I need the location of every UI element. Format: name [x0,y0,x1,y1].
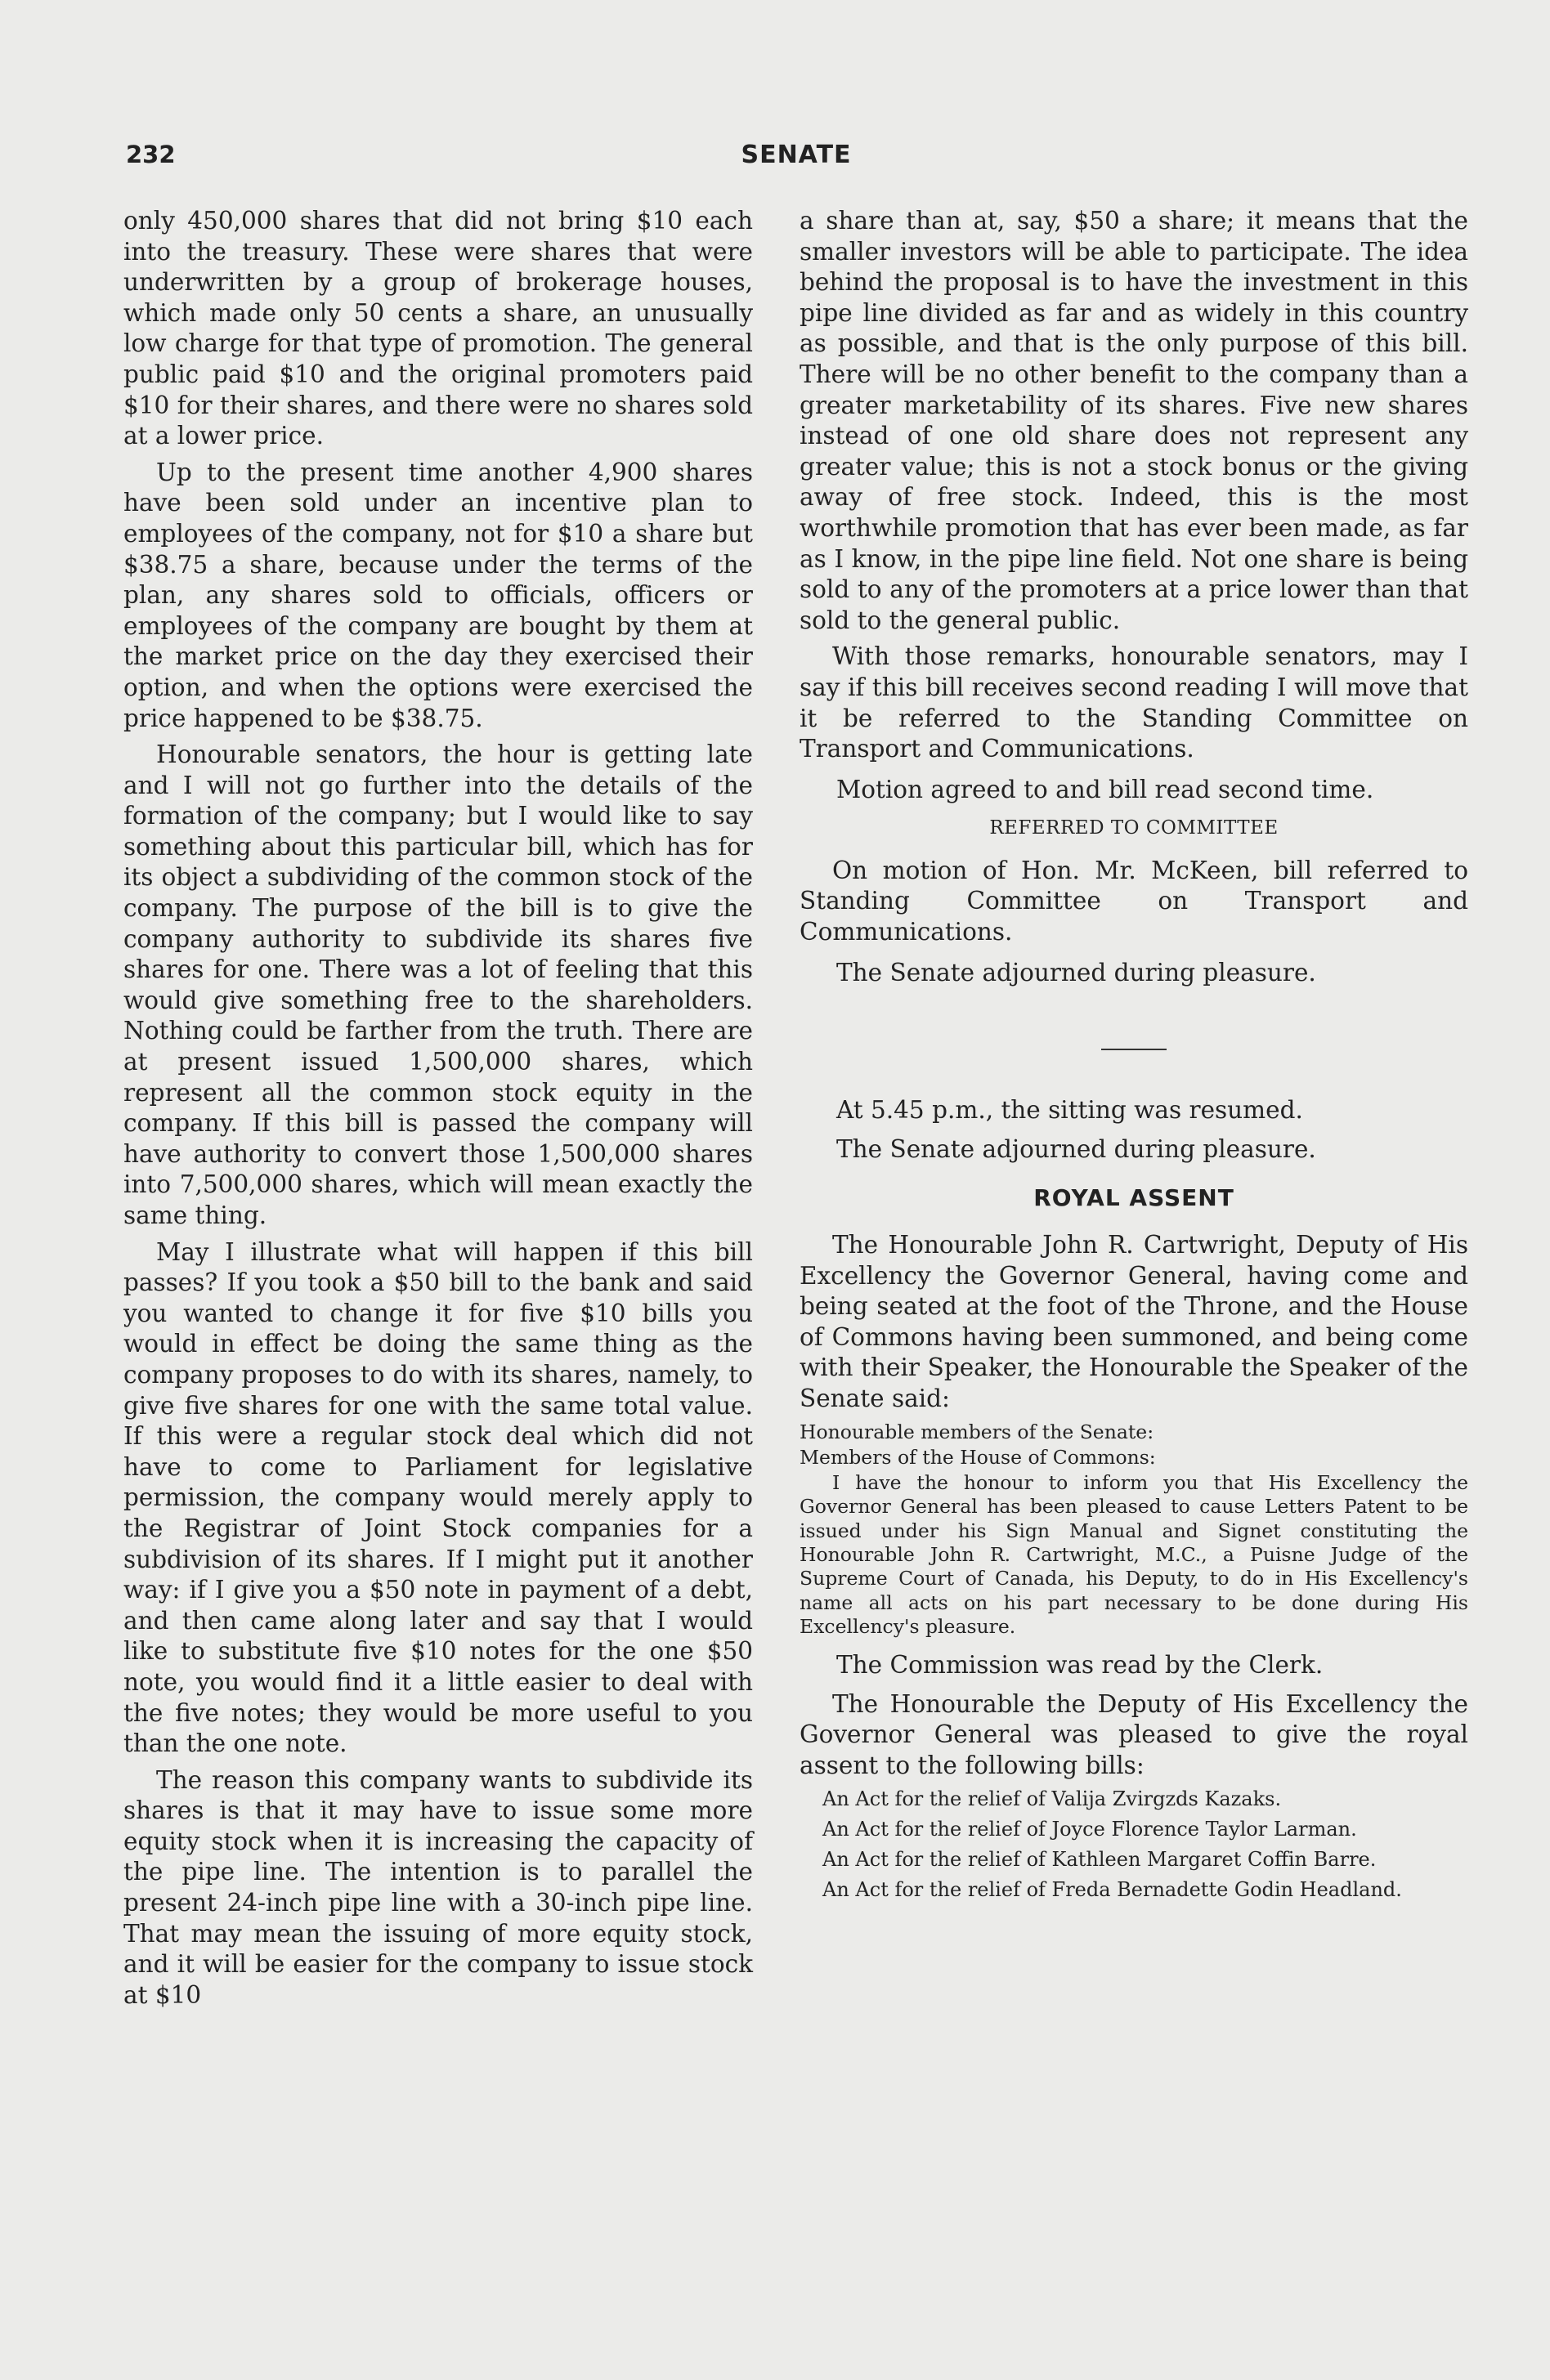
paragraph: May I illustrate what will happen if this bill passes? If you took a $50 bill to the bank and said you wanted to change it for five $10 bills you would in effect be doing the same thing as the company proposes to do with its shares, namely, to give five shares for one with the same total value. If this were a regular stock deal which did not have to come to Parliament for legislative permission, the company would merely apply to the Registrar of Joint Stock companies for a subdivision of its shares. If I might put it another way: if I give you a $50 note in payment of a debt, and then came along later and say that I would like to substitute five $10 notes for the one $50 note, you would find it a little easier to deal with the five notes; they would be more useful to you than the one note. [123,1237,753,1758]
royal-assent-heading: ROYAL ASSENT [1033,1184,1234,1212]
paragraph: Honourable senators, the hour is getting late and I will not go further into the details of the formation of the company; but I would like to say something about this particular bill, which has for its object a subdividing of the common stock of the company. The purpose of the bill is to give the company authority to subdivide its shares five shares for one. There was a lot of feeling that this would give something free to the shareholders. Nothing could be farther from the truth. There are at present issued 1,500,000 shares, which represent all the common stock equity in the company. If this bill is passed the company will have authority to convert those 1,500,000 shares into 7,500,000 shares, which will mean exactly the same thing. [123,740,753,1229]
act-item: An Act for the relief of Freda Bernadette Godin Headland. [822,1877,1402,1901]
governor-message: I have the honour to inform you that His Excellency the Governor General has been pleased to cause Letters Patent to be issued under his Sign Manual and Signet constituting the Honourable John R. Cartwright, M.C., a Puisne Judge of the Supreme Court of Canada, his Deputy, to do in His Excellency's name all acts on his part necessary to be done during His Excellency's pleasure. [800,1471,1468,1638]
paragraph: The Honourable the Deputy of His Excellency the Governor General was pleased to give the royal assent to the following bills: [800,1689,1468,1780]
referred-heading: REFERRED TO COMMITTEE [989,817,1279,839]
address-line: Members of the House of Commons: [800,1445,1156,1469]
section-divider [1101,1049,1167,1050]
page-header [126,141,1467,180]
paragraph: On motion of Hon. Mr. McKeen, bill referred to Standing Committee on Transport and Communications. [800,856,1468,946]
running-head: SENATE [741,141,852,169]
adjourned-text: The Senate adjourned during pleasure. [836,1134,1316,1163]
paragraph: The Honourable John R. Cartwright, Deputy of His Excellency the Governor General, having come and being seated at the foot of the Throne, and the House of Commons having been summoned, and being come with their Speaker, the Honourable the Speaker of the Senate said: [800,1231,1468,1412]
commission-address [800,1420,1468,1640]
paragraph: The reason this company wants to subdivide its shares is that it may have to issue some more equity stock when it is increasing the capacity of the pipe line. The intention is to parallel the present 24-inch pipe line with a 30-inch pipe line. That may mean the issuing of more equity stock, and it will be easier for the company to issue stock at $10 [123,1765,753,2009]
page-number: 232 [126,141,176,168]
act-item: An Act for the relief of Kathleen Margaret Coffin Barre. [822,1847,1377,1871]
right-column [800,206,1468,1908]
act-item: An Act for the relief of Joyce Florence Taylor Larman. [822,1817,1357,1841]
address-line: Honourable members of the Senate: [800,1420,1154,1443]
motion-text: Motion agreed to and bill read second time. [836,775,1374,803]
act-item: An Act for the relief of Valija Zvirgzds Kazaks. [822,1787,1282,1810]
paragraph: Up to the present time another 4,900 shares have been sold under an incentive plan to employees of the company, not for $10 a share but $38.75 a share, because under the terms of the plan, any shares sold to officials, officers or employees of the company are bought by them at the market price on the day they exercised their option, and when the options were exercised the price happened to be $38.75. [123,458,753,732]
acts-list [800,1787,1468,1902]
paragraph: a share than at, say, $50 a share; it means that the smaller investors will be able to participate. The idea behind the proposal is to have the investment in this pipe line divided as far and as widely in this country as possible, and that is the only purpose of this bill. There will be no other benefit to the company than a greater marketability of its shares. Five new shares instead of one old share does not represent any greater value; this is not a stock bonus or the giving away of free stock. Indeed, this is the most worthwhile promotion that has ever been made, as far as I know, in the pipe line field. Not one share is being sold to any of the promoters at a price lower than that sold to the general public. [800,207,1468,634]
left-column [123,206,753,2016]
paragraph: With those remarks, honourable senators, may I say if this bill receives second reading I will move that it be referred to the Standing Committee on Transport and Communications. [800,642,1468,763]
resumed-text: At 5.45 p.m., the sitting was resumed. [836,1096,1303,1125]
commission-read-text: The Commission was read by the Clerk. [836,1651,1324,1680]
adjourned-text: The Senate adjourned during pleasure. [836,958,1316,986]
paragraph: only 450,000 shares that did not bring $10 each into the treasury. These were shares that were underwritten by a group of brokerage houses, which made only 50 cents a share, an unusually low charge for that type of promotion. The general public paid $10 and the original promoters paid $10 for their shares, and there were no shares sold at a lower price. [123,207,753,450]
